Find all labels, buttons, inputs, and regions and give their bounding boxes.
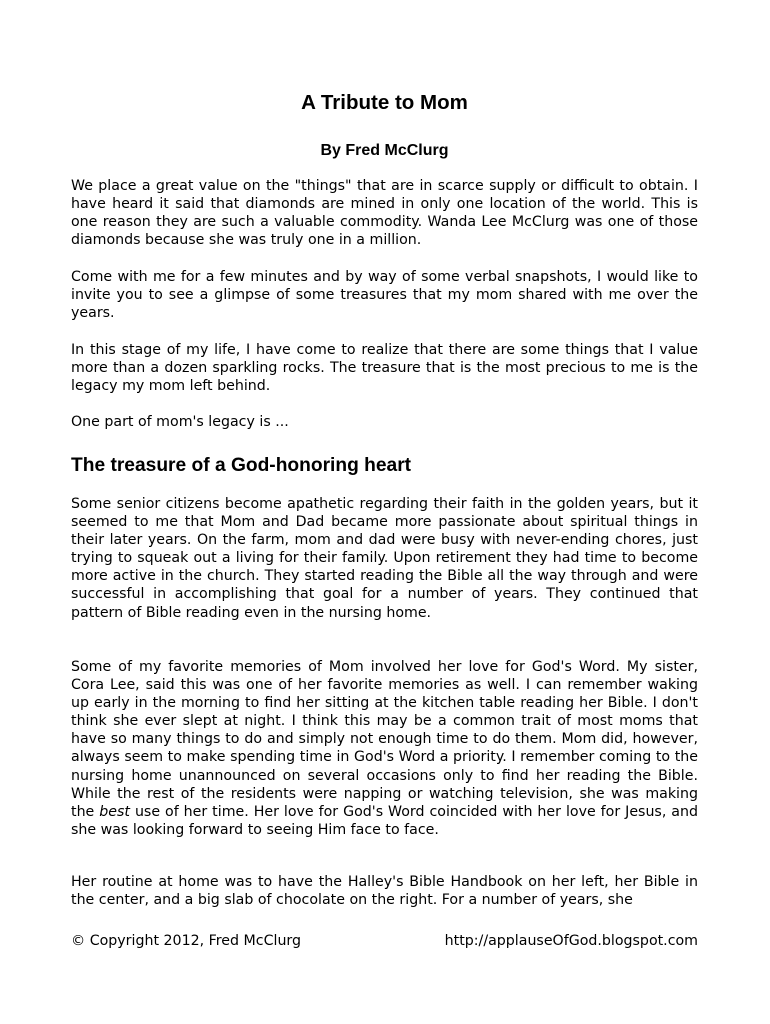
section-paragraph-1: Some senior citizens become apathetic regarding their faith in the golden years, but it seemed to me that Mom and Dad became more passionate about spiritual things in their later years. On the farm, mom and dad were busy with never-ending chores, just trying to squeak out a living for their family. Upon retirement they had time to become more active in the church. They started reading the Bible all the way through and were successful in accomplishing that goal for a number of years. They continued that pattern of Bible reading even in the nursing home.: [71, 496, 698, 621]
memories-text-start: Some of my favorite memories of Mom involved her love for God's Word. My sister, Cora Lee, said this was one of her favorite memories as well. I can remember waking up early in the morning to find her sitting at the kitchen table reading her Bible. I don't think she ever slept at night. I think this may be a common trait of most moms that have so many things to do and simply not enough time to do them. Mom did, however, always seem to make spending time in God's Word a priority. I remember coming to the nursing home unannounced on several occasions only to find her reading the Bible. While the rest of the residents were napping or watching television, she was making the: [71, 659, 698, 820]
intro-paragraph-3: In this stage of my life, I have come to realize that there are some things that I value more than a dozen sparkling rocks. The treasure that is the most precious to me is the legacy my mom left behind.: [71, 342, 698, 395]
intro-paragraph-1: We place a great value on the "things" that are in scarce supply or difficult to obtain. I have heard it said that diamonds are mined in only one location of the world. This is one reason they are such a valuable commodity. Wanda Lee McClurg was one of those diamonds because she was truly one in a million.: [71, 178, 698, 249]
memories-text-end: use of her time. Her love for God's Word coincided with her love for Jesus, and she was looking forward to seeing Him face to face.: [71, 803, 698, 838]
author-byline: By Fred McClurg: [320, 142, 449, 159]
section-heading: The treasure of a God-honoring heart: [71, 455, 412, 476]
emphasis-word: best: [99, 803, 130, 820]
section-paragraph-2: [71, 658, 698, 839]
copyright-notice: © Copyright 2012, Fred McClurg: [71, 933, 302, 949]
intro-paragraph-2: Come with me for a few minutes and by way of some verbal snapshots, I would like to invite you to see a glimpse of some treasures that my mom shared with me over the years.: [71, 269, 698, 322]
page-bottom-clip: [71, 873, 698, 909]
blog-url[interactable]: http://applauseOfGod.blogspot.com: [444, 933, 698, 949]
intro-paragraph-4: One part of mom's legacy is ...: [71, 414, 289, 430]
page-title: A Tribute to Mom: [301, 91, 468, 114]
section-paragraph-3: Her routine at home was to have the Halley's Bible Handbook on her left, her Bible in the center, and a big slab of chocolate on the right. For a number of years, she: [71, 874, 698, 909]
page-footer: [71, 932, 698, 950]
